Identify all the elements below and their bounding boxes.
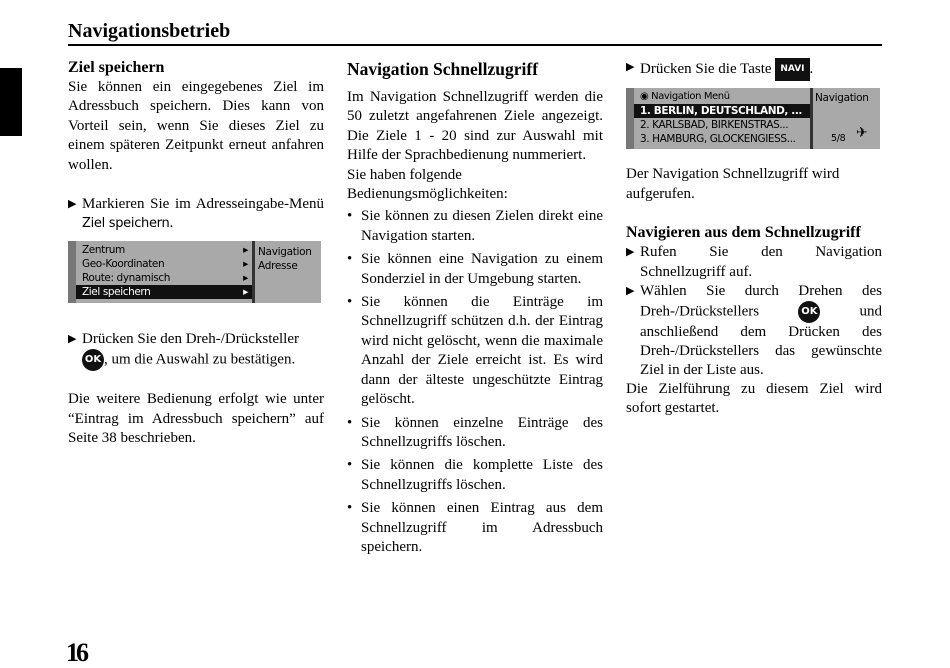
- list-item: • Sie können einen Eintrag aus dem Schnellzugriff im Adressbuch speichern.: [347, 500, 603, 555]
- arrow-bullet-icon: ▶: [626, 285, 635, 298]
- arrow-bullet-icon: ▶: [626, 246, 635, 259]
- screen-divider: [810, 88, 813, 149]
- section-tab-marker: [0, 68, 22, 136]
- screen-frame-bar: [626, 88, 634, 149]
- lead-paragraph: Sie haben folgende Bedienungsmöglichkeiten:: [347, 166, 508, 203]
- list-item: • Sie können zu diesen Zielen direkt eine Navigation starten.: [347, 208, 603, 244]
- intro-paragraph: Im Navigation Schnellzugriff werden die 50 zuletzt angefahrenen Ziele angezeigt. Die Ziele 1 - 20 sind zur Auswahl mit Hilfe der Sprachbedienung nummeriert.: [347, 89, 603, 164]
- instruction-step: ▶ Rufen Sie den Navigation Schnellzugriff auf.: [626, 244, 882, 280]
- arrow-bullet-icon: ▶: [68, 198, 77, 211]
- result-paragraph: Der Navigation Schnellzugriff wird aufgerufen.: [626, 166, 840, 202]
- screen-side-label: Navigation: [815, 92, 869, 104]
- section-heading: Navigieren aus dem Schnellzugriff: [626, 224, 861, 242]
- column-schnellzugriff: [347, 58, 603, 561]
- globe-icon: ◉: [640, 91, 652, 102]
- list-item: 2. KARLSBAD, BIRKENSTRAS...: [640, 119, 789, 131]
- screen-divider: [252, 241, 255, 303]
- page-number: 16: [66, 638, 86, 667]
- screen-side-label: Adresse: [258, 260, 298, 272]
- menu-item-reference: Ziel speichern: [82, 216, 170, 232]
- intro-paragraph: Sie können ein eingegebenes Ziel im Adressbuch speichern. Dies kann von Vorteil sein, wenn Sie dieses Ziel zu einem späteren Zeitpunkt erneut anfahren wollen.: [68, 79, 324, 173]
- instruction-step: ▶ Markieren Sie im Adresseingabe-Menü Ziel speichern.: [68, 196, 324, 232]
- list-item: • Sie können eine Navigation zu einem Sonderziel in der Umgebung starten.: [347, 251, 603, 287]
- screen-navigation-quick-access: [626, 88, 880, 149]
- screen-address-menu: [68, 241, 321, 303]
- ok-button-icon: OK: [798, 301, 820, 323]
- menu-item: Route: dynamisch ▸: [82, 272, 248, 284]
- section-heading: Ziel speichern: [68, 59, 165, 76]
- screen-frame-bar: [68, 241, 76, 303]
- list-item: • Sie können einzelne Einträge des Schnellzugriffs löschen.: [347, 414, 603, 450]
- list-item: • Sie können die komplette Liste des Schnellzugriffs löschen.: [347, 457, 603, 493]
- arrow-bullet-icon: ▶: [626, 61, 635, 73]
- navi-key-icon: NAVI: [775, 58, 809, 81]
- screen-title: ◉ Navigation Menü: [640, 91, 730, 102]
- list-item: 3. HAMBURG, GLOCKENGIESS...: [640, 133, 796, 145]
- list-item: • Sie können die Einträge im Schnellzugriff schützen d.h. der Eintrag wird nicht gelöscht, wenn die maximale Anzahl der Ziele erreicht ist. Es wird dann der älteste ungeschützte Eintrag gelöscht.: [347, 294, 603, 408]
- instruction-step: ▶ Drücken Sie den Dreh-/Drücksteller OK , um die Auswahl zu bestätigen.: [68, 330, 324, 371]
- list-item-selected: 1. BERLIN, DEUTSCHLAND, ...: [634, 104, 810, 118]
- outro-paragraph: Die Zielführung zu diesem Ziel wird sofort gestartet.: [626, 381, 882, 417]
- arrow-bullet-icon: ▶: [68, 332, 77, 345]
- screen-side-label: Navigation: [258, 246, 312, 258]
- menu-item: Geo-Koordinaten ▸: [82, 258, 248, 270]
- page-title: Navigationsbetrieb: [68, 20, 231, 42]
- menu-item: Zentrum ▸: [82, 244, 248, 256]
- section-heading: Navigation Schnellzugriff: [347, 59, 539, 79]
- ok-button-icon: OK: [82, 349, 104, 371]
- instruction-step: ▶ Drücken Sie die Taste NAVI .: [626, 58, 882, 81]
- satellite-icon: ✈: [856, 125, 868, 141]
- header-rule: [68, 44, 882, 46]
- outro-paragraph: Die weitere Bedienung erfolgt wie unter “Eintrag im Adressbuch speichern” auf Seite 38 beschrieben.: [68, 391, 324, 447]
- menu-item-selected: Ziel speichern ▸: [76, 285, 252, 299]
- instruction-step: ▶ Wählen Sie durch Drehen des Dreh-/Drückstellers OK und anschließend dem Drücken des Dreh-/Drückstellers das gewünschte Ziel in der Liste aus.: [626, 283, 882, 379]
- page-counter: 5/8: [831, 133, 846, 144]
